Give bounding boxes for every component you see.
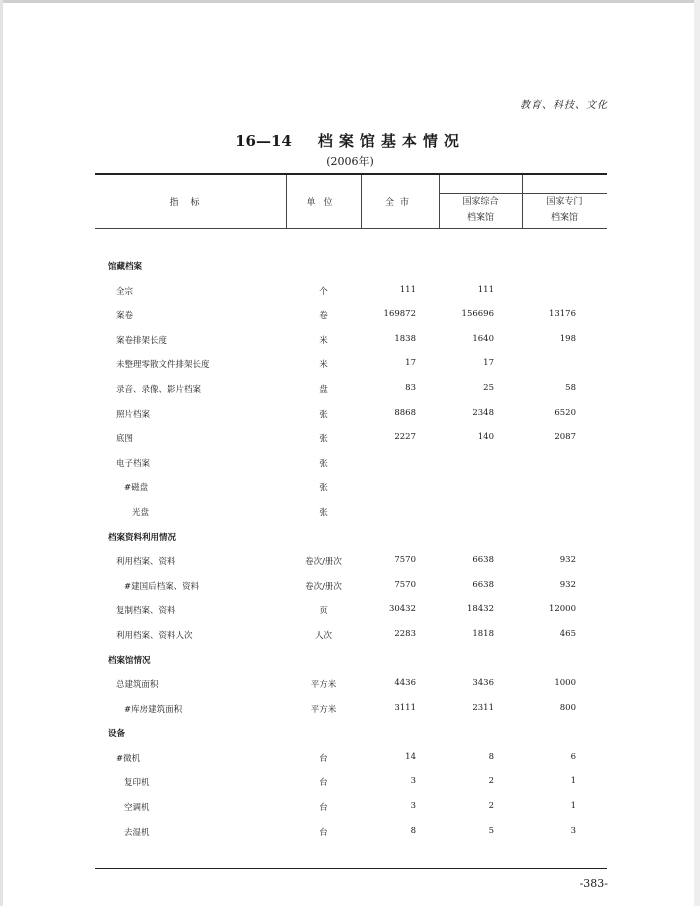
table-number: 16—14 [235, 132, 292, 150]
row-label: 照片档案 [116, 409, 151, 420]
row-value-city: 169872 [383, 309, 416, 320]
row-value-national: 1640 [472, 333, 494, 344]
table-bottom-rule [95, 868, 607, 869]
row-unit: 卷次/册次 [305, 557, 342, 568]
table-row [0, 598, 700, 623]
row-unit: 台 [319, 827, 328, 838]
row-unit: 米 [319, 335, 328, 346]
row-unit: 盘 [319, 384, 328, 395]
row-value-special: 1 [570, 776, 576, 787]
row-value-national: 6638 [472, 555, 494, 566]
row-value-national: 8 [488, 751, 494, 762]
row-value-national: 2 [488, 776, 494, 787]
row-label: 全宗 [116, 286, 134, 297]
table-row [0, 475, 700, 500]
page-number: -383- [579, 877, 608, 890]
row-value-special: 932 [559, 555, 576, 566]
row-value-national: 156696 [461, 309, 494, 320]
row-value-national: 17 [483, 358, 494, 369]
column-header-national-archive [439, 194, 522, 226]
row-value-city: 8 [410, 825, 416, 836]
row-value-city: 17 [405, 358, 416, 369]
row-value-special: 2087 [554, 432, 576, 443]
table-row [0, 574, 700, 599]
row-label: #磁盘 [124, 483, 149, 494]
row-label: 底图 [116, 434, 134, 445]
row-value-city: 3111 [394, 702, 416, 713]
table-row [0, 697, 700, 722]
row-value-city: 30432 [388, 604, 416, 615]
row-label: 利用档案、资料人次 [116, 630, 193, 641]
row-value-city: 14 [405, 751, 416, 762]
column-header-special-archive [522, 194, 607, 226]
row-label: 电子档案 [116, 458, 151, 469]
row-label: 录音、录像、影片档案 [116, 384, 202, 395]
table-row [0, 795, 700, 820]
table-row [0, 402, 700, 427]
table-row [0, 623, 700, 648]
row-value-city: 3 [410, 801, 416, 812]
column-header-city: 全市 [384, 198, 415, 208]
category-row [0, 525, 700, 550]
category-row [0, 254, 700, 279]
row-value-city: 8868 [394, 407, 416, 418]
row-value-special: 6520 [554, 407, 576, 418]
column-header-indicator: 指标 [169, 198, 212, 208]
row-value-city: 2227 [394, 432, 416, 443]
table-title: 档案馆基本情况 [317, 132, 465, 150]
row-value-national: 3436 [472, 678, 494, 689]
row-value-special: 800 [559, 702, 576, 713]
row-value-city: 83 [405, 382, 416, 393]
row-label: 档案馆情况 [108, 655, 151, 666]
row-label: 案卷排架长度 [116, 335, 168, 346]
row-value-national: 25 [483, 382, 494, 393]
table-row [0, 279, 700, 304]
row-value-city: 111 [399, 284, 416, 295]
row-value-national: 1818 [472, 628, 494, 639]
row-unit: 页 [319, 606, 328, 617]
row-unit: 人次 [314, 630, 332, 641]
row-label: #库房建筑面积 [124, 704, 183, 715]
row-label: 利用档案、资料 [116, 557, 176, 568]
table-row [0, 426, 700, 451]
row-label: 复制档案、资料 [116, 606, 176, 617]
row-value-special: 3 [570, 825, 576, 836]
table-top-rule [95, 173, 607, 175]
row-unit: 张 [319, 483, 328, 494]
table-row [0, 746, 700, 771]
table-row [0, 549, 700, 574]
row-value-special: 58 [565, 382, 576, 393]
row-unit: 个 [319, 286, 328, 297]
row-label: 案卷 [116, 311, 134, 322]
row-unit: 卷次/册次 [305, 581, 342, 592]
row-value-national: 140 [477, 432, 494, 443]
table-body [0, 254, 700, 844]
row-value-special: 465 [559, 628, 576, 639]
row-value-special: 198 [559, 333, 576, 344]
row-value-national: 111 [477, 284, 494, 295]
column-header-special-line2: 档案馆 [550, 213, 578, 223]
row-label: #微机 [116, 753, 141, 764]
row-value-city: 4436 [394, 678, 416, 689]
header-bottom-rule [95, 228, 607, 229]
table-row [0, 820, 700, 845]
row-value-city: 7570 [394, 555, 416, 566]
row-value-national: 5 [488, 825, 494, 836]
row-value-special: 12000 [548, 604, 576, 615]
row-value-special: 6 [570, 751, 576, 762]
row-unit: 张 [319, 409, 328, 420]
row-label: 未整理零散文件排架长度 [116, 360, 210, 371]
table-row [0, 770, 700, 795]
row-value-special: 1 [570, 801, 576, 812]
table-row [0, 328, 700, 353]
column-header-special-line1: 国家专门 [546, 197, 583, 207]
table-row [0, 500, 700, 525]
row-value-special: 1000 [554, 678, 576, 689]
table-row [0, 377, 700, 402]
row-unit: 台 [319, 778, 328, 789]
row-label: 光盘 [132, 507, 150, 518]
row-label: #建国后档案、资料 [124, 581, 200, 592]
table-row [0, 303, 700, 328]
table-row [0, 352, 700, 377]
row-value-special: 932 [559, 579, 576, 590]
row-unit: 平方米 [310, 680, 337, 691]
row-value-city: 2283 [394, 628, 416, 639]
column-header-unit: 单位 [306, 198, 341, 208]
row-value-city: 3 [410, 776, 416, 787]
scan-edge-top [0, 0, 700, 3]
row-unit: 张 [319, 507, 328, 518]
row-value-national: 2311 [472, 702, 494, 713]
row-unit: 米 [319, 360, 328, 371]
section-header: 教育、科技、文化 [520, 100, 608, 111]
row-value-special: 13176 [548, 309, 576, 320]
row-unit: 台 [319, 753, 328, 764]
row-value-national: 6638 [472, 579, 494, 590]
row-value-national: 2 [488, 801, 494, 812]
row-unit: 平方米 [310, 704, 337, 715]
category-row [0, 648, 700, 673]
row-unit: 台 [319, 803, 328, 814]
row-label: 去湿机 [124, 827, 150, 838]
row-label: 档案资料利用情况 [108, 532, 177, 543]
row-label: 复印机 [124, 778, 150, 789]
row-value-national: 18432 [466, 604, 494, 615]
row-value-city: 1838 [394, 333, 416, 344]
category-row [0, 721, 700, 746]
row-value-national: 2348 [472, 407, 494, 418]
table-row [0, 451, 700, 476]
table-row [0, 672, 700, 697]
row-label: 空调机 [124, 803, 150, 814]
row-value-city: 7570 [394, 579, 416, 590]
row-label: 总建筑面积 [116, 680, 159, 691]
column-header-national-line1: 国家综合 [462, 197, 499, 207]
table-subtitle: (2006年) [326, 155, 374, 168]
row-label: 馆藏档案 [108, 262, 143, 272]
row-unit: 张 [319, 458, 328, 469]
column-header-national-line2: 档案馆 [466, 213, 494, 223]
row-unit: 张 [319, 434, 328, 445]
table-title-block [0, 130, 700, 151]
row-unit: 卷 [319, 311, 328, 322]
row-label: 设备 [108, 729, 126, 740]
